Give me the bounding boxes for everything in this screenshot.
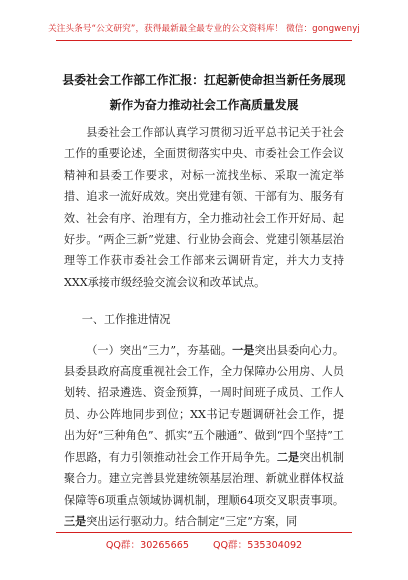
section-paragraph <box>64 340 344 533</box>
bold-marker-2: 二是 <box>276 450 300 464</box>
bold-marker-3: 三是 <box>64 514 87 528</box>
footer-qq-group-1: QQ群：30265665 <box>105 540 189 551</box>
paragraph-text-1: 突出县委向心力。县委县政府高度重视社会工作，全力保障办公用房、人员划转、招录遴选、资金预算，一周时间班子成员、工作人员、办公阵地同步到位；XX书记专题调研社会工作，提出为好“三种角色”、抓实“五个融通”、做到“四个坚持”工作思路，有力引领推动社会工作开局争先。 <box>64 343 344 464</box>
footer-divider <box>56 532 352 533</box>
paragraph-text-2: 突出机制聚合力。建立完善县党建统领基层治理、新就业群体权益保障等6项重点领域协调机制，理顺64项交叉职责事项。 <box>64 450 344 507</box>
document-body <box>64 122 344 532</box>
intro-paragraph: 县委社会工作部认真学习贯彻习近平总书记关于社会工作的重要论述，全面贯彻落实中央、市委社会工作会议精神和县委工作要求，对标一流找坐标、采取一流定举措、追求一流好成效。突出党建有领、干部有为、服务有效、社会有序、治理有方，全力推动社会工作开好局、起好步。“两企三新”党建、行业协会商会、党建引领基层治理等工作获市委社会工作部来云调研肯定，并大力支持XXX承接市级经验交流会议和改革试点。 <box>64 126 344 289</box>
bold-marker-1: 一是 <box>232 343 255 357</box>
header-banner: 关注头条号“公文研究”，获得最新最全最专业的公文资料库！ 微信：gongwenyj <box>48 24 360 34</box>
footer <box>0 537 408 551</box>
paragraph-text-3: 突出运行驱动力。结合制定“三定”方案，同 <box>86 514 298 528</box>
header-divider <box>56 40 352 41</box>
section-heading: 一、工作推进情况 <box>81 313 171 327</box>
document-title: 县委社会工作部工作汇报：扛起新使命担当新任务展现新作为奋力推动社会工作高质量发展 <box>62 73 346 112</box>
subheading-text: （一）突出“三力”，夯基础。 <box>86 343 233 357</box>
footer-qq-group-2: QQ群：535304092 <box>212 540 303 551</box>
